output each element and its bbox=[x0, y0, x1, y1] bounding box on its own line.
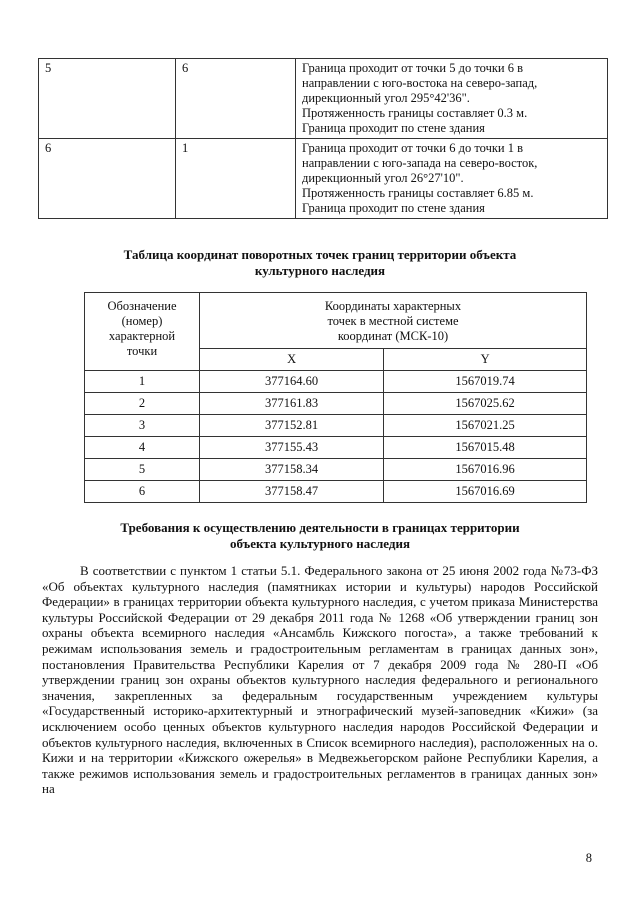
requirements-body bbox=[42, 563, 598, 797]
y-cell: 1567025.62 bbox=[384, 393, 587, 415]
requirements-title bbox=[60, 520, 580, 552]
point-cell: 2 bbox=[85, 393, 200, 415]
designation-header bbox=[85, 293, 200, 371]
from-point-cell: 6 bbox=[39, 139, 176, 219]
description-line: направлении с юго-востока на северо-запад, bbox=[302, 76, 538, 90]
boundary-description-table bbox=[38, 58, 608, 219]
table-row bbox=[39, 59, 608, 139]
y-cell: 1567016.96 bbox=[384, 459, 587, 481]
description-line: Граница проходит по стене здания bbox=[302, 201, 485, 215]
from-point-cell: 5 bbox=[39, 59, 176, 139]
point-cell: 3 bbox=[85, 415, 200, 437]
title-line: культурного наследия bbox=[254, 263, 386, 278]
description-line: Протяженность границы составляет 6.85 м. bbox=[302, 186, 534, 200]
x-cell: 377164.60 bbox=[200, 371, 384, 393]
description-line: Граница проходит по стене здания bbox=[302, 121, 485, 135]
point-cell: 6 bbox=[85, 481, 200, 503]
y-cell: 1567019.74 bbox=[384, 371, 587, 393]
table-row bbox=[39, 139, 608, 219]
x-cell: 377152.81 bbox=[200, 415, 384, 437]
x-header: X bbox=[200, 349, 384, 371]
title-line: Таблица координат поворотных точек границ территории объекта bbox=[123, 247, 517, 262]
y-cell: 1567021.25 bbox=[384, 415, 587, 437]
description-line: направлении с юго-запада на северо-восток, bbox=[302, 156, 538, 170]
header-line: координат (МСК-10) bbox=[337, 329, 449, 343]
title-line: Требования к осуществлению деятельности в границах территории bbox=[120, 520, 520, 535]
x-cell: 377155.43 bbox=[200, 437, 384, 459]
point-cell: 5 bbox=[85, 459, 200, 481]
y-cell: 1567015.48 bbox=[384, 437, 587, 459]
boundary-description-cell bbox=[296, 139, 608, 219]
table-row bbox=[85, 415, 587, 437]
header-line: характерной bbox=[108, 329, 176, 343]
table-row bbox=[85, 459, 587, 481]
header-line: точки bbox=[126, 344, 158, 358]
description-line: дирекционный угол 295°42'36". bbox=[302, 91, 470, 105]
header-line: Обозначение bbox=[107, 299, 177, 313]
description-line: Граница проходит от точки 6 до точки 1 в bbox=[302, 141, 524, 155]
y-cell: 1567016.69 bbox=[384, 481, 587, 503]
x-cell: 377161.83 bbox=[200, 393, 384, 415]
title-line: объекта культурного наследия bbox=[230, 536, 410, 551]
page-number: 8 bbox=[585, 851, 592, 865]
description-line: дирекционный угол 26°27'10". bbox=[302, 171, 464, 185]
description-line: Протяженность границы составляет 0.3 м. bbox=[302, 106, 528, 120]
point-cell: 4 bbox=[85, 437, 200, 459]
to-point-cell: 6 bbox=[176, 59, 296, 139]
table-row bbox=[85, 393, 587, 415]
point-cell: 1 bbox=[85, 371, 200, 393]
table-row bbox=[85, 481, 587, 503]
table-row bbox=[85, 437, 587, 459]
y-header: Y bbox=[384, 349, 587, 371]
coordinates-table bbox=[84, 292, 587, 503]
header-line: (номер) bbox=[121, 314, 163, 328]
boundary-description-cell bbox=[296, 59, 608, 139]
table-row bbox=[85, 371, 587, 393]
body-paragraph: В соответствии с пунктом 1 статьи 5.1. Федерального закона от 25 июня 2002 года №73-ФЗ «Об объектах культурного наследия (памятниках истории и культуры) народов Российской Федерации» в границах территории объекта культурного наследия, с учетом приказа Министерства культуры Российской Федерации от 29 декабря 2011 года № 1268 «Об утверждении границ зон охраны объекта всемирного наследия «Ансамбль Кижского погоста», а также требований к режимам использования земель и градостроительным регламентам в границах данных зон», постановления Правительства Республики Карелия от 7 декабря 2009 года № 280-П «Об утверждении границ зон охраны объектов культурного наследия федерального и регионального значения, закрепленных за федеральным государственным учреждением культуры «Государственный историко-архитектурный и этнографический музей-заповедник «Кижи» (за исключением особо ценных объектов культурного наследия народов Российской Федерации и объектов культурного наследия, включенных в Список всемирного наследия), расположенных на о. Кижи и на территории «Кижского ожерелья» в Медвежьегорском районе Республики Карелия, а также режимов использования земель и градостроительных регламентов в границах данных зон» на bbox=[42, 563, 598, 797]
header-line: Координаты характерных bbox=[324, 299, 462, 313]
coordinates-table-title bbox=[60, 247, 580, 279]
x-cell: 377158.47 bbox=[200, 481, 384, 503]
coordinates-header bbox=[200, 293, 587, 349]
description-line: Граница проходит от точки 5 до точки 6 в bbox=[302, 61, 524, 75]
x-cell: 377158.34 bbox=[200, 459, 384, 481]
to-point-cell: 1 bbox=[176, 139, 296, 219]
table-header-row bbox=[85, 293, 587, 349]
header-line: точек в местной системе bbox=[327, 314, 459, 328]
